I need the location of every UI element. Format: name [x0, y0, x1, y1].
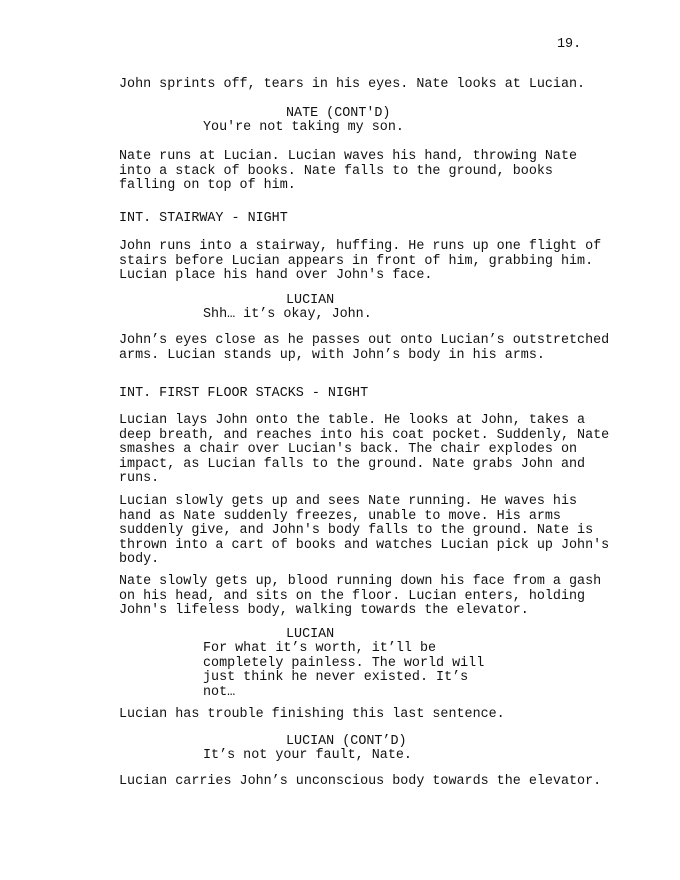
action-line: Lucian slowly gets up and sees Nate running. He waves his hand as Nate suddenly freezes, unable to move. His arms suddenly give, and John's body falls to the ground. Nate is thrown into a cart of books and watches Lucian pick up John's body.	[119, 494, 610, 568]
character-name: NATE (CONT'D)	[286, 106, 391, 121]
dialogue: For what it’s worth, it’ll be completely painless. The world will just think he never existed. It’s not…	[203, 641, 485, 700]
page-number: 19.	[557, 37, 582, 52]
character-name: LUCIAN	[286, 293, 335, 308]
dialogue: You're not taking my son.	[203, 120, 404, 135]
dialogue: It’s not your fault, Nate.	[203, 748, 412, 763]
action-line: Lucian lays John onto the table. He looks at John, takes a deep breath, and reaches into his coat pocket. Suddenly, Nate smashes a chair over Lucian's back. The chair explodes on impact, as Lucian falls to the ground. Nate grabs John and runs.	[119, 413, 610, 487]
action-line: Lucian has trouble finishing this last sentence.	[119, 707, 505, 722]
scene-heading: INT. STAIRWAY - NIGHT	[119, 211, 288, 226]
action-line: John’s eyes close as he passes out onto Lucian’s outstretched arms. Lucian stands up, with John’s body in his arms.	[119, 333, 610, 363]
dialogue: Shh… it’s okay, John.	[203, 307, 372, 322]
action-line: Nate slowly gets up, blood running down his face from a gash on his head, and sits on the floor. Lucian enters, holding John's lifeless body, walking towards the elevator.	[119, 574, 602, 619]
character-name: LUCIAN	[286, 627, 335, 642]
action-line: Nate runs at Lucian. Lucian waves his hand, throwing Nate into a stack of books. Nate falls to the ground, books falling on top of him.	[119, 149, 578, 194]
action-line: Lucian carries John’s unconscious body towards the elevator.	[119, 774, 602, 789]
scene-heading: INT. FIRST FLOOR STACKS - NIGHT	[119, 386, 369, 401]
action-line: John sprints off, tears in his eyes. Nate looks at Lucian.	[119, 77, 586, 92]
action-line: John runs into a stairway, huffing. He runs up one flight of stairs before Lucian appears in front of him, grabbing him. Lucian place his hand over John's face.	[119, 239, 602, 284]
character-name: LUCIAN (CONT’D)	[286, 734, 407, 749]
